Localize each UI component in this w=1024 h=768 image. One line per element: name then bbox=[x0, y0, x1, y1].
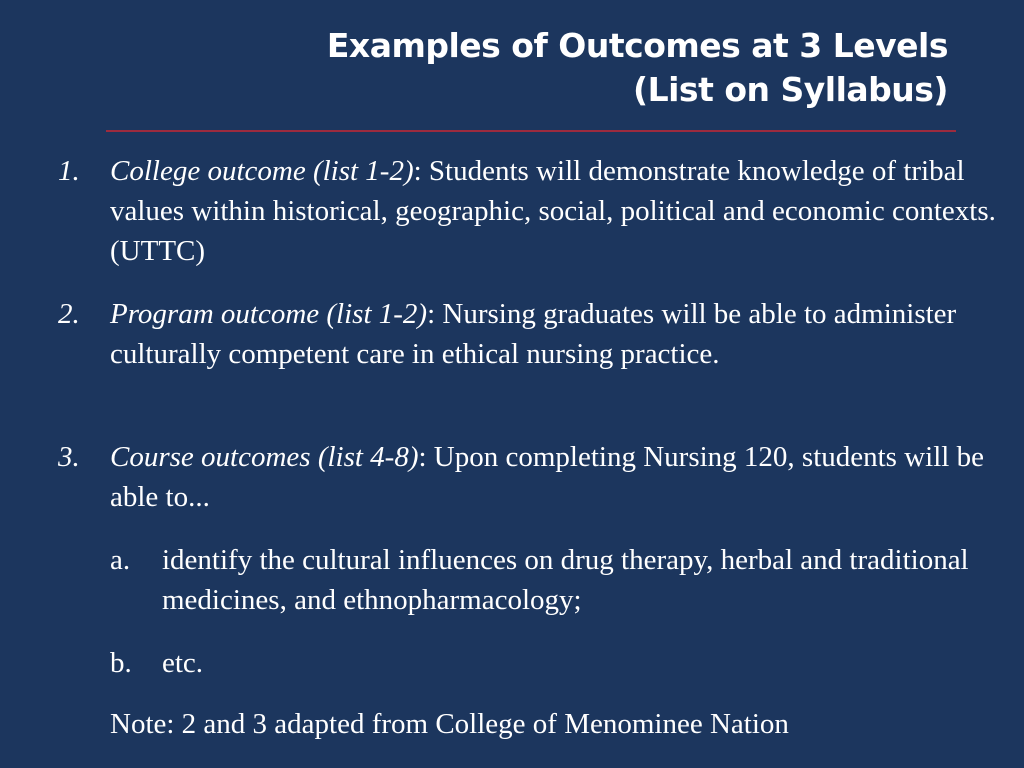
list-number: 3. bbox=[58, 441, 80, 473]
outcome-text: : Upon completing Nursing 120, students will be able to... bbox=[110, 441, 984, 513]
list-item-course-outcomes bbox=[58, 437, 1010, 517]
list-number: 1. bbox=[58, 155, 80, 187]
slide-title bbox=[88, 24, 948, 112]
title-divider bbox=[106, 130, 956, 132]
source-note: Note: 2 and 3 adapted from College of Menominee Nation bbox=[110, 708, 789, 740]
outcome-text: : Students will demonstrate knowledge of tribal values within historical, geographic, social, political and economic contexts. (UTTC) bbox=[110, 155, 996, 267]
sub-item-letter: b. bbox=[110, 647, 132, 679]
sub-item-b bbox=[110, 643, 1002, 683]
outcome-text: : Nursing graduates will be able to administer culturally competent care in ethical nursing practice. bbox=[110, 298, 957, 370]
sub-item-text: etc. bbox=[162, 647, 204, 679]
title-line-1: Examples of Outcomes at 3 Levels bbox=[326, 26, 948, 65]
title-line-2: (List on Syllabus) bbox=[633, 70, 948, 109]
sub-item-letter: a. bbox=[110, 544, 131, 576]
sub-item-text: identify the cultural influences on drug therapy, herbal and traditional medicines, and ethnopharmacology; bbox=[162, 544, 969, 616]
outcome-label: Course outcomes (list 4-8) bbox=[110, 441, 419, 473]
outcome-label: Program outcome (list 1-2) bbox=[110, 298, 428, 330]
outcome-label: College outcome (list 1-2) bbox=[110, 155, 414, 187]
sub-item-a bbox=[110, 540, 1002, 620]
list-item-program-outcome bbox=[58, 294, 1010, 374]
list-item-college-outcome bbox=[58, 151, 1010, 271]
list-number: 2. bbox=[58, 298, 80, 330]
